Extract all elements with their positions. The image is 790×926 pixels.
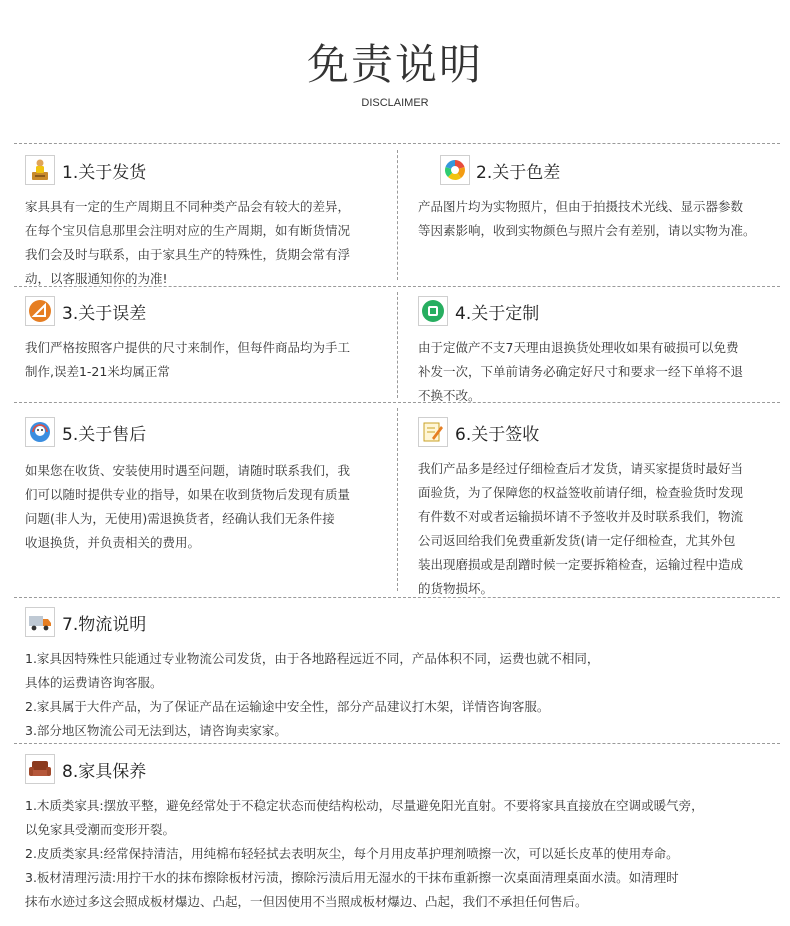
section-shipping: [25, 155, 390, 291]
section-title: 5.关于售后: [62, 425, 147, 445]
divider: [14, 743, 780, 744]
text-line: 由于定做产不支7天理由退换货处理收如果有破损可以免费: [418, 340, 739, 355]
text-line: 如果您在收货、安装使用时遇至问题，请随时联系我们，我: [25, 463, 351, 478]
text-line: 3.部分地区物流公司无法到达，请咨询卖家家。: [25, 723, 287, 738]
section-title: 4.关于定制: [455, 304, 540, 324]
column-divider: [397, 150, 398, 280]
section-body: [25, 336, 390, 384]
section-body: [25, 459, 390, 555]
text-line: 的货物损坏。: [418, 581, 494, 596]
text-line: 我们严格按照客户提供的尺寸来制作，但每件商品均为手工: [25, 340, 351, 355]
customer-service-icon: [25, 417, 55, 447]
text-line: 补发一次，下单前请务必确定好尺寸和要求一经下单将不退: [418, 364, 744, 379]
text-line: 具体的运费请咨询客服。: [25, 675, 163, 690]
page-subtitle: DISCLAIMER: [361, 97, 429, 109]
text-line: 不换不改。: [418, 388, 481, 403]
text-line: 2.家具属于大件产品，为了保证产品在运输途中安全性，部分产品建议打木架，详情咨询客服。: [25, 699, 550, 714]
section-color-difference: [418, 155, 780, 243]
color-wheel-icon: [440, 155, 470, 185]
text-line: 产品图片均为实物照片，但由于拍摄技术光线、显示器参数: [418, 199, 744, 214]
page-title: 免责说明: [306, 40, 483, 89]
custom-badge-icon: [418, 296, 448, 326]
column-divider: [397, 408, 398, 591]
delivery-worker-icon: [25, 155, 55, 185]
divider: [14, 143, 780, 144]
text-line: 1.家具因特殊性只能通过专业物流公司发货，由于各地路程远近不同，产品体积不同，运费也就不相同，: [25, 651, 600, 666]
section-title: 8.家具保养: [62, 762, 147, 782]
section-body: [25, 195, 390, 291]
section-customization: [418, 296, 780, 408]
truck-icon: [25, 607, 55, 637]
section-title: 1.关于发货: [62, 163, 147, 183]
section-logistics: [25, 607, 780, 743]
section-title: 7.物流说明: [62, 615, 147, 635]
text-line: 以免家具受潮而变形开裂。: [25, 822, 176, 837]
sofa-icon: [25, 754, 55, 784]
section-title: 6.关于签收: [455, 425, 540, 445]
section-body: [418, 195, 780, 243]
text-line: 有件数不对或者运输损坏请不予签收并及时联系我们，物流: [418, 509, 744, 524]
column-divider: [397, 292, 398, 398]
section-title: 3.关于误差: [62, 304, 147, 324]
text-line: 我们产品多是经过仔细检查后才发货，请买家提货时最好当: [418, 461, 744, 476]
text-line: 动，以客服通知你的为准!: [25, 271, 168, 286]
text-line: 公司返回给我们免费重新发货(请一定仔细检查，尤其外包: [418, 533, 736, 548]
section-body: [25, 794, 780, 914]
text-line: 制作,误差1-21米均属正常: [25, 364, 170, 379]
section-title: 2.关于色差: [476, 163, 561, 183]
section-body: [25, 647, 780, 743]
section-sign-for: [418, 417, 780, 601]
text-line: 面验货，为了保障您的权益签收前请仔细，检查验货时发现: [418, 485, 744, 500]
text-line: 3.板材清理污渍:用拧干水的抹布擦除板材污渍，擦除污渍后用无湿水的干抹布重新擦一次桌面清理桌面水渍。如清理时: [25, 870, 679, 885]
text-line: 家具具有一定的生产周期且不同种类产品会有较大的差异，: [25, 199, 351, 214]
text-line: 收退换货，并负责相关的费用。: [25, 535, 201, 550]
section-after-sales: [25, 417, 390, 555]
ruler-triangle-icon: [25, 296, 55, 326]
section-furniture-care: [25, 754, 780, 914]
section-tolerance: [25, 296, 390, 384]
text-line: 抹布水迹过多这会照成板材爆边、凸起，一但因使用不当照成板材爆边、凸起，我们不承担任何售后。: [25, 894, 588, 909]
text-line: 问题(非人为，无使用)需退换货者，经确认我们无条件接: [25, 511, 335, 526]
text-line: 我们会及时与联系，由于家具生产的特殊性，货期会常有浮: [25, 247, 351, 262]
text-line: 在每个宝贝信息那里会注明对应的生产周期，如有断货情况: [25, 223, 351, 238]
section-body: [418, 457, 780, 601]
section-body: [418, 336, 780, 408]
text-line: 等因素影响，收到实物颜色与照片会有差别，请以实物为准。: [418, 223, 756, 238]
text-line: 装出现磨损或是刮蹭时候一定要拆箱检查，运输过程中造成: [418, 557, 744, 572]
text-line: 们可以随时提供专业的指导，如果在收到货物后发现有质量: [25, 487, 351, 502]
sign-pencil-icon: [418, 417, 448, 447]
text-line: 1.木质类家具:摆放平整，避免经常处于不稳定状态而使结构松动，尽量避免阳光直射。不要将家具直接放在空调或暖气旁，: [25, 798, 704, 813]
text-line: 2.皮质类家具:经常保持清洁，用纯棉布轻轻拭去表明灰尘，每个月用皮革护理剂喷擦一次，可以延长皮革的使用寿命。: [25, 846, 679, 861]
